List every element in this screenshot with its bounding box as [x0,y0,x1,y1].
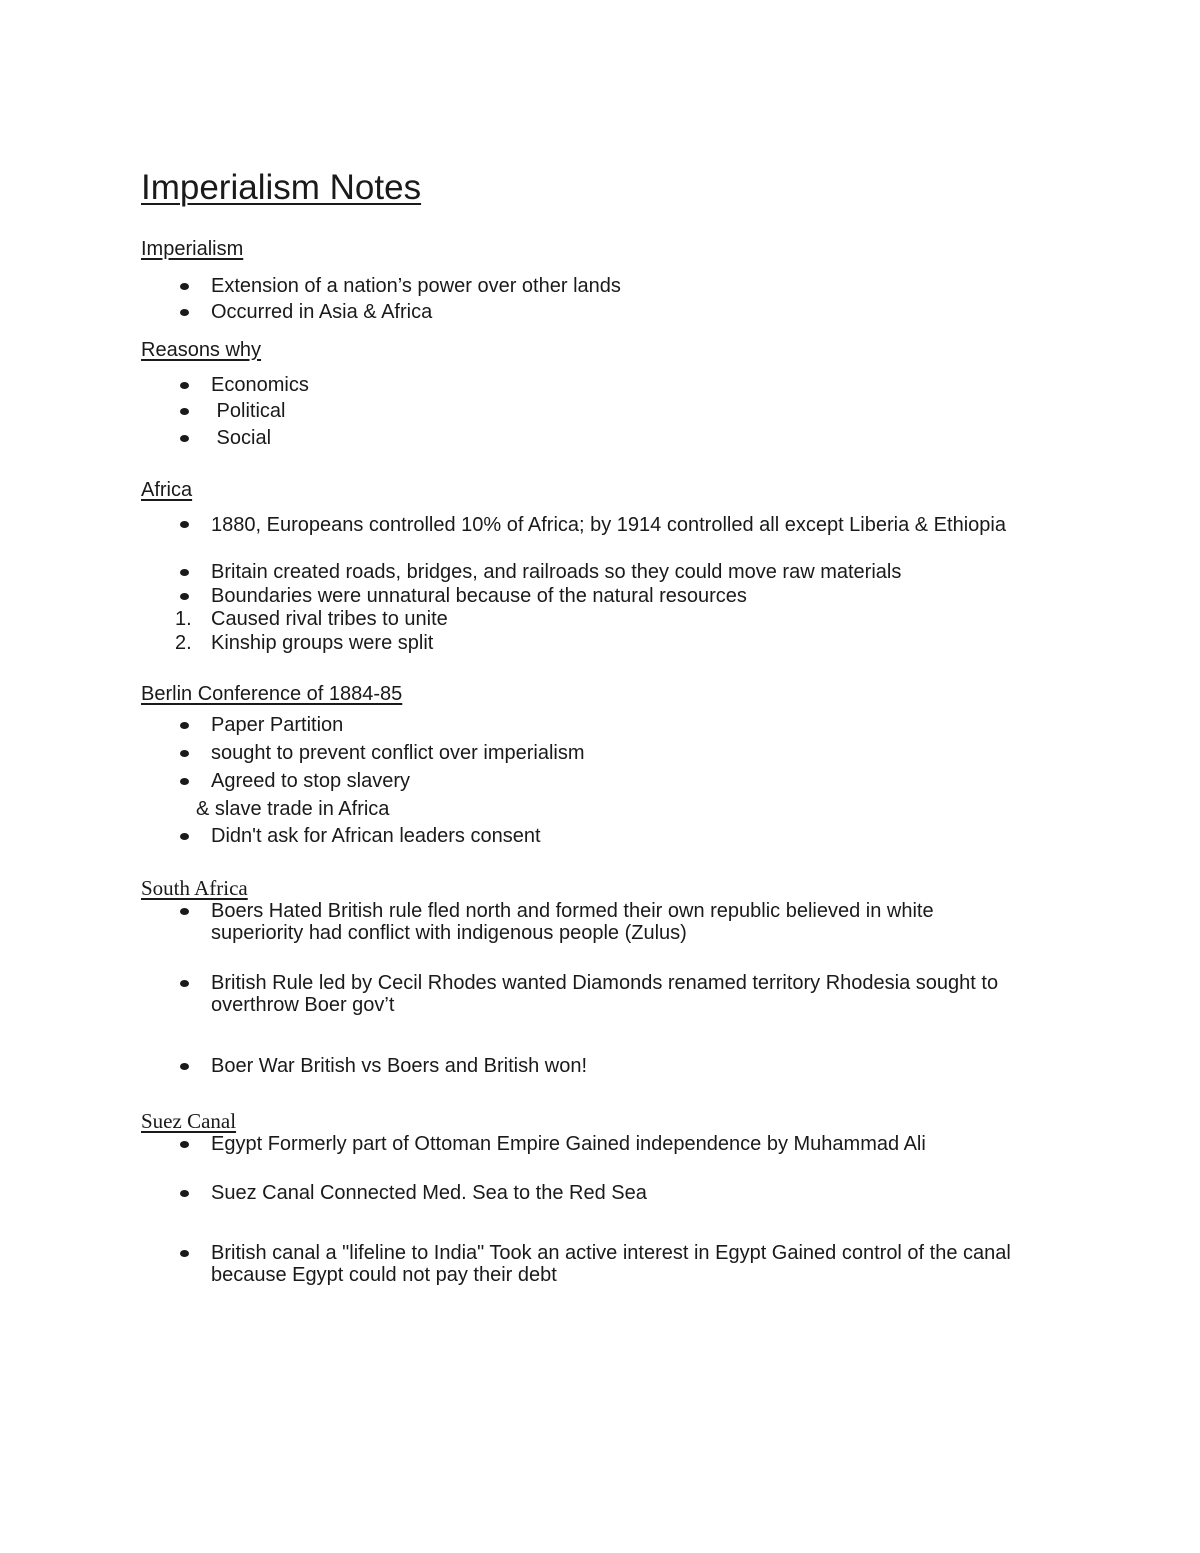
list-item: Extension of a nation’s power over other lands [211,275,621,297]
bullet-icon [180,722,189,729]
list-item: Boer War British vs Boers and British won! [211,1055,588,1077]
section-heading-reasons: Reasons why [141,339,262,361]
list-number: 1. [175,608,192,630]
bullet-icon [180,1250,189,1257]
document-title: Imperialism Notes [141,168,422,207]
list-item-continuation: & slave trade in Africa [196,798,390,820]
bullet-icon [180,283,189,290]
numbered-item: Caused rival tribes to unite [211,608,448,630]
numbered-item: Kinship groups were split [211,632,434,654]
section-heading-berlin: Berlin Conference of 1884-85 [141,683,403,705]
bullet-icon [180,980,189,987]
list-number: 2. [175,632,192,654]
bullet-icon [180,309,189,316]
bullet-icon [180,1141,189,1148]
bullet-icon [180,382,189,389]
bullet-icon [180,569,189,576]
list-item: Egypt Formerly part of Ottoman Empire Gained independence by Muhammad Ali [211,1133,926,1155]
bullet-icon [180,593,189,600]
section-heading-africa: Africa [141,479,193,501]
list-item: Boundaries were unnatural because of the natural resources [211,585,747,607]
list-item: Agreed to stop slavery [211,770,410,792]
bullet-icon [180,833,189,840]
list-item: Britain created roads, bridges, and railroads so they could move raw materials [211,561,902,583]
list-item: Didn't ask for African leaders consent [211,825,541,847]
list-item: sought to prevent conflict over imperialism [211,742,585,764]
list-item: Boers Hated British rule fled north and formed their own republic believed in white superiority had conflict with indigenous people (Zulus) [211,900,934,944]
list-item: Social [211,427,272,449]
list-item: British Rule led by Cecil Rhodes wanted Diamonds renamed territory Rhodesia sought to overthrow Boer gov’t [211,972,999,1016]
bullet-icon [180,521,189,528]
list-item: Political [211,400,286,422]
bullet-icon [180,908,189,915]
section-heading-imperialism: Imperialism [141,238,244,260]
bullet-icon [180,1190,189,1197]
list-item: Suez Canal Connected Med. Sea to the Red Sea [211,1182,647,1204]
section-heading-suez: Suez Canal [141,1109,237,1133]
bullet-icon [180,408,189,415]
bullet-icon [180,750,189,757]
bullet-icon [180,778,189,785]
list-item: 1880, Europeans controlled 10% of Africa; by 1914 controlled all except Liberia & Ethiopia [211,514,1006,536]
bullet-icon [180,435,189,442]
bullet-icon [180,1063,189,1070]
list-item: Paper Partition [211,714,344,736]
section-heading-south-africa: South Africa [141,876,248,900]
list-item: Occurred in Asia & Africa [211,301,433,323]
list-item: British canal a "lifeline to India" Took an active interest in Egypt Gained control of the canal because Egypt could not pay their debt [211,1242,1011,1286]
list-item: Economics [211,374,309,396]
